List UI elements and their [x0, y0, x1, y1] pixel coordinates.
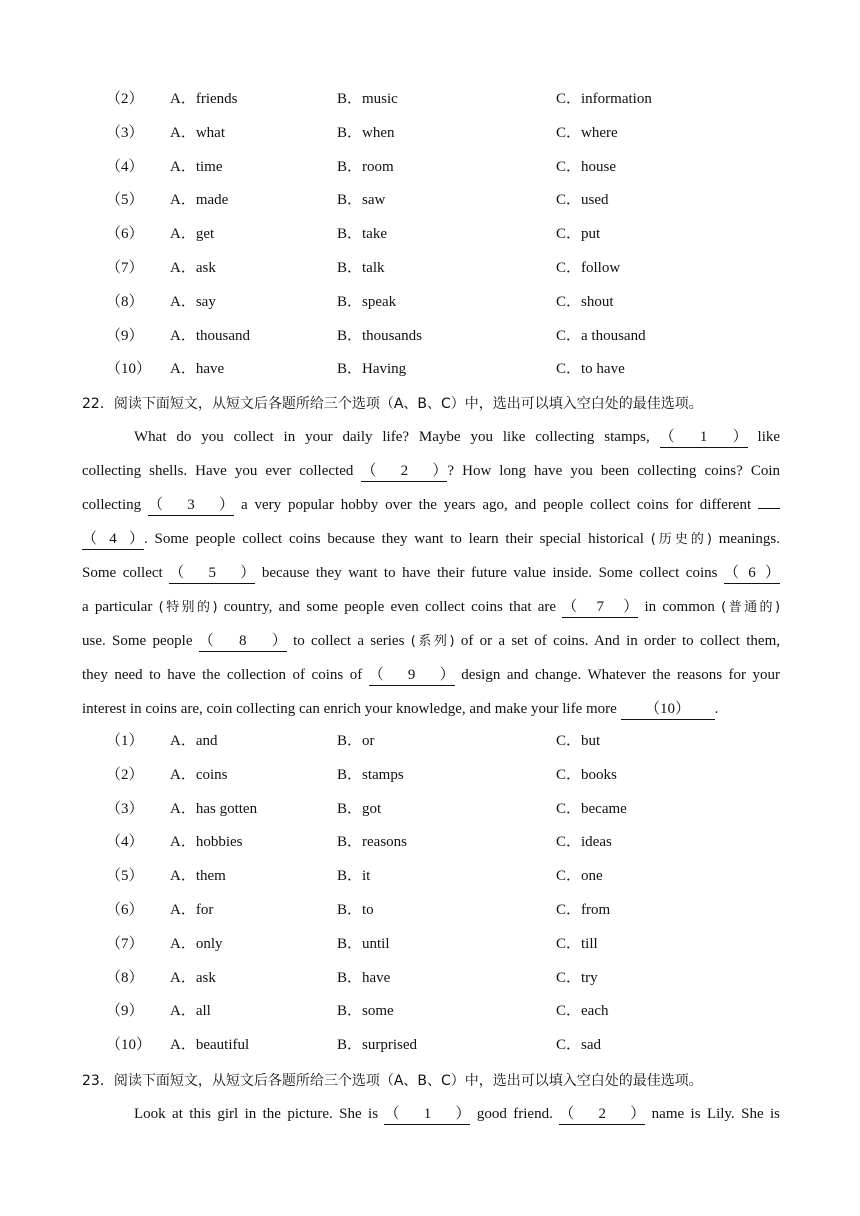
option-row: [0, 356, 860, 382]
option-number: （6）: [106, 226, 144, 243]
option-row: [0, 255, 860, 281]
option-c[interactable]: C．one: [556, 868, 603, 885]
q22-heading: 22．阅读下面短文，从短文后各题所给三个选项（A、B、C）中，选出可以填入空白处的最佳选项。: [82, 396, 703, 412]
option-row: [0, 931, 860, 957]
option-row: [0, 289, 860, 315]
blank-2[interactable]: （2）: [361, 461, 447, 482]
option-number: （5）: [106, 868, 144, 885]
option-a[interactable]: A．have: [170, 361, 225, 378]
option-a[interactable]: A．made: [170, 192, 229, 209]
q23-passage-line: Look at this girl in the picture. She is （1） good friend. （2） name is Lily. She is: [134, 1101, 780, 1127]
option-a[interactable]: A．all: [170, 1003, 211, 1020]
option-b[interactable]: B．take: [337, 226, 387, 243]
option-b[interactable]: B．reasons: [337, 834, 407, 851]
option-c[interactable]: C．shout: [556, 293, 614, 310]
option-c[interactable]: C．follow: [556, 260, 621, 276]
q22-passage-line: collecting （3） a very popular hobby over the years ago, and people collect coins for different: [82, 492, 780, 518]
option-number: （3）: [106, 800, 144, 817]
option-b[interactable]: B．got: [337, 800, 382, 817]
option-row: [0, 323, 860, 349]
option-b[interactable]: B．music: [337, 91, 398, 107]
option-number: （8）: [106, 969, 144, 986]
option-number: （4）: [106, 834, 144, 851]
blank-1[interactable]: （1）: [660, 427, 748, 448]
q22-passage-line: use. Some people （8） to collect a series (系列) of or a set of coins. And in order to collect them,: [82, 628, 780, 654]
option-number: （10）: [106, 361, 152, 378]
option-row: [0, 728, 860, 754]
option-c[interactable]: C．sad: [556, 1037, 602, 1054]
option-row: [0, 86, 860, 112]
q22-passage-line: interest in coins are, coin collecting can enrich your knowledge, and make your life more （10） .: [82, 696, 780, 722]
option-c[interactable]: C．to have: [556, 361, 625, 378]
option-c[interactable]: C．put: [556, 226, 601, 243]
q23-blank-2[interactable]: （2）: [559, 1104, 645, 1125]
option-a[interactable]: A．what: [170, 124, 225, 141]
option-a[interactable]: A．them: [170, 868, 226, 885]
option-row: [0, 796, 860, 822]
option-number: （1）: [106, 733, 144, 749]
option-row: [0, 829, 860, 855]
option-b[interactable]: B．saw: [337, 192, 386, 209]
blank-10[interactable]: （10）: [621, 699, 715, 720]
option-a[interactable]: A．has gotten: [170, 800, 258, 817]
option-c[interactable]: C．used: [556, 192, 609, 209]
q22-passage-line: collecting shells. Have you ever collected （2）? How long have you been collecting coins? Coin: [82, 458, 780, 484]
q22-passage-line: they need to have the collection of coins of （9） design and change. Whatever the reasons for your: [82, 662, 780, 688]
option-a[interactable]: A．ask: [170, 969, 216, 986]
option-c[interactable]: C．became: [556, 800, 627, 817]
option-a[interactable]: A．and: [170, 733, 218, 749]
option-row: [0, 762, 860, 788]
option-number: （3）: [106, 124, 144, 141]
option-a[interactable]: A．beautiful: [170, 1037, 250, 1054]
blank-5[interactable]: （5）: [169, 563, 255, 584]
option-c[interactable]: C．each: [556, 1003, 609, 1020]
option-a[interactable]: A．say: [170, 293, 216, 310]
option-c[interactable]: C．try: [556, 969, 598, 986]
option-number: （2）: [106, 91, 144, 107]
option-row: [0, 120, 860, 146]
option-b[interactable]: B．talk: [337, 260, 385, 276]
blank-8[interactable]: （8）: [199, 631, 287, 652]
option-b[interactable]: B．until: [337, 935, 390, 952]
option-b[interactable]: B．speak: [337, 293, 397, 310]
q23-blank-1[interactable]: （1）: [384, 1104, 470, 1125]
option-c[interactable]: C．house: [556, 158, 617, 175]
option-b[interactable]: B．some: [337, 1003, 394, 1020]
blank-4-start[interactable]: [758, 508, 780, 509]
option-c[interactable]: C．ideas: [556, 834, 612, 851]
blank-7[interactable]: （7）: [562, 597, 638, 618]
blank-9[interactable]: （9）: [369, 665, 455, 686]
q22-passage-line: a particular (特别的) country, and some people even collect coins that are （7） in common (普通的): [82, 594, 780, 620]
q22-passage-line: What do you collect in your daily life? Maybe you like collecting stamps, （1） like: [134, 424, 780, 450]
option-row: [0, 154, 860, 180]
q22-passage-line: （4）. Some people collect coins because they want to learn their special historical (历史的) meanings.: [82, 526, 780, 552]
option-c[interactable]: C．books: [556, 766, 617, 783]
option-number: （4）: [106, 158, 144, 175]
option-number: （8）: [106, 293, 144, 310]
option-number: （2）: [106, 766, 144, 783]
option-a[interactable]: A．friends: [170, 91, 238, 107]
q23-heading: 23．阅读下面短文，从短文后各题所给三个选项（A、B、C）中，选出可以填入空白处的最佳选项。: [82, 1073, 703, 1089]
option-a[interactable]: A．time: [170, 158, 223, 175]
option-b[interactable]: B．thousands: [337, 327, 423, 344]
option-a[interactable]: A．hobbies: [170, 834, 243, 851]
blank-3[interactable]: （3）: [148, 495, 234, 516]
option-number: （9）: [106, 1003, 144, 1020]
option-b[interactable]: B．or: [337, 733, 375, 749]
option-b[interactable]: B．stamps: [337, 766, 404, 783]
option-c[interactable]: C．from: [556, 902, 611, 918]
option-number: （7）: [106, 935, 144, 952]
option-a[interactable]: A．coins: [170, 766, 228, 783]
blank-4[interactable]: （4）: [82, 529, 144, 550]
option-a[interactable]: A．only: [170, 935, 223, 952]
option-row: [0, 897, 860, 923]
option-row: [0, 1032, 860, 1058]
option-row: [0, 221, 860, 247]
option-row: [0, 965, 860, 991]
option-b[interactable]: B．it: [337, 868, 371, 885]
option-a[interactable]: A．get: [170, 226, 215, 243]
option-b[interactable]: B．have: [337, 969, 391, 986]
option-b[interactable]: B．room: [337, 158, 394, 175]
option-c[interactable]: C．till: [556, 935, 598, 952]
option-row: [0, 998, 860, 1024]
option-number: （7）: [106, 260, 144, 276]
option-a[interactable]: A．for: [170, 902, 214, 918]
option-c[interactable]: C．a thousand: [556, 327, 646, 344]
option-row: [0, 863, 860, 889]
option-b[interactable]: B．to: [337, 902, 374, 918]
option-c[interactable]: C．information: [556, 91, 652, 107]
option-row: [0, 187, 860, 213]
option-c[interactable]: C．but: [556, 733, 601, 749]
option-a[interactable]: A．ask: [170, 260, 216, 276]
option-b[interactable]: B．surprised: [337, 1037, 417, 1054]
option-number: （5）: [106, 192, 144, 209]
blank-6[interactable]: （6）: [724, 563, 780, 584]
option-b[interactable]: B．Having: [337, 361, 407, 378]
option-a[interactable]: A．thousand: [170, 327, 250, 344]
option-number: （6）: [106, 902, 144, 918]
option-number: （10）: [106, 1037, 152, 1054]
option-number: （9）: [106, 327, 144, 344]
q22-passage-line: Some collect （5） because they want to have their future value inside. Some collect coins （6）: [82, 560, 780, 586]
option-b[interactable]: B．when: [337, 124, 395, 141]
option-c[interactable]: C．where: [556, 124, 618, 141]
